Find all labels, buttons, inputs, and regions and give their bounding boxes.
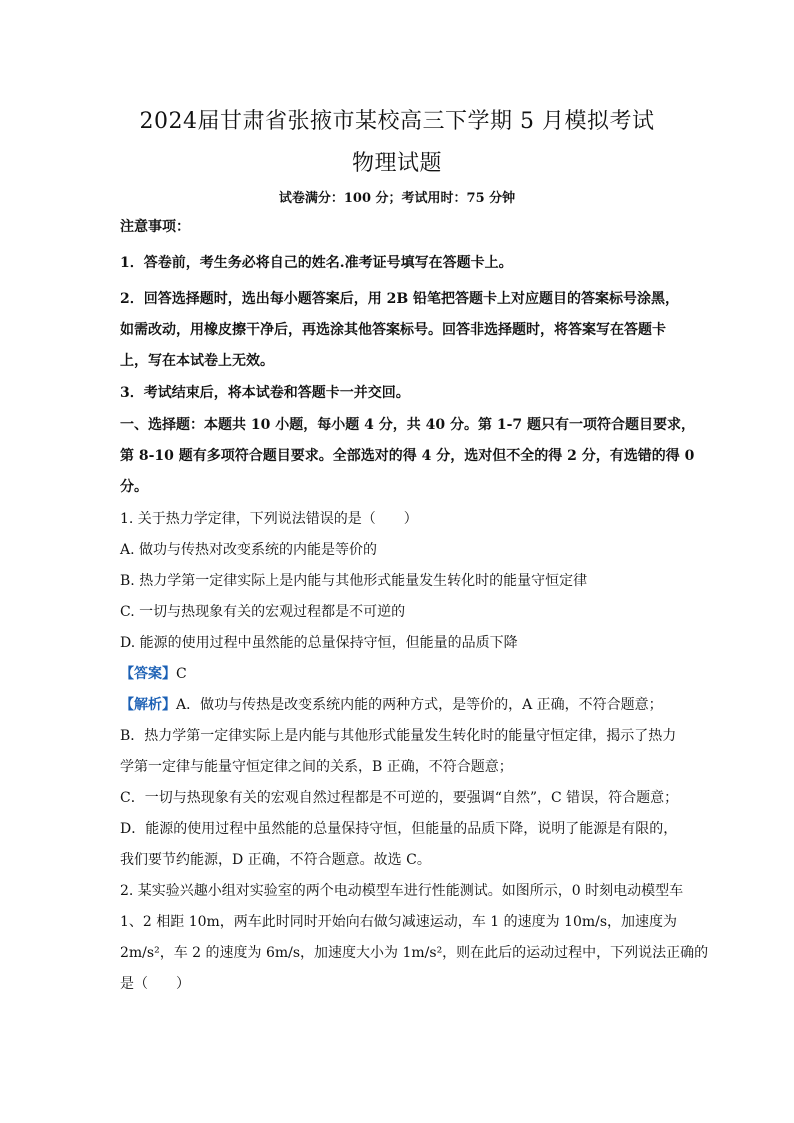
notice-heading: 注意事项：: [120, 219, 190, 235]
subject-title: 物理试题: [351, 151, 442, 176]
notice-item-2-line-3: 上，写在本试卷上无效。: [120, 353, 274, 369]
question-1-analysis-line-3: 学第一定律与能量守恒定律之间的关系，B 正确，不符合题意；: [120, 759, 513, 775]
question-1-option-a: A. 做功与传热对改变系统的内能是等价的: [120, 542, 378, 558]
question-1-analysis-line-2: B．热力学第一定律实际上是内能与其他形式能量发生转化时的能量守恒定律，揭示了热力: [120, 728, 677, 744]
answer-value: C: [176, 666, 187, 682]
question-1-analysis-line-6: 我们要节约能源，D 正确，不符合题意。故选 C。: [120, 852, 431, 868]
question-1-stem: 1. 关于热力学定律，下列说法错误的是（ ）: [120, 511, 418, 527]
notice-item-3: 3．考试结束后，将本试卷和答题卡一并交回。: [120, 385, 410, 401]
question-1-option-c: C. 一切与热现象有关的宏观过程都是不可逆的: [120, 604, 406, 620]
notice-item-1: 1．答卷前，考生务必将自己的姓名.准考证号填写在答题卡上。: [120, 255, 513, 271]
question-2-line-3: 2m/s²，车 2 的速度为 6m/s，加速度大小为 1m/s²，则在此后的运动过程中，下列说法正确的: [120, 945, 709, 961]
question-1-analysis-line-5: D．能源的使用过程中虽然能的总量保持守恒，但能量的品质下降，说明了能源是有限的，: [120, 821, 678, 837]
section-1-line-3: 分。: [120, 479, 148, 495]
question-2-line-4: 是（ ）: [120, 976, 190, 992]
question-1-analysis-line-1: [120, 690, 680, 721]
section-1-line-1: 一、选择题：本题共 10 小题，每小题 4 分，共 40 分。第 1-7 题只有一项符合题目要求，: [120, 417, 695, 433]
question-1-analysis-line-4: C．一切与热现象有关的宏观自然过程都是不可逆的，要强调“自然”，C 错误，符合题意；: [120, 790, 679, 806]
analysis-tag: 【解析】: [120, 697, 176, 713]
analysis-text: A．做功与传热是改变系统内能的两种方式，是等价的，A 正确，不符合题意；: [176, 697, 663, 713]
answer-tag: 【答案】: [120, 666, 176, 682]
exam-title: 2024届甘肃省张掖市某校高三下学期 5 月模拟考试: [139, 109, 655, 134]
question-1-option-d: D. 能源的使用过程中虽然能的总量保持守恒，但能量的品质下降: [120, 635, 518, 651]
notice-item-2-line-2: 如需改动，用橡皮擦干净后，再选涂其他答案标号。回答非选择题时，将答案写在答题卡: [120, 322, 666, 338]
section-1-line-2: 第 8-10 题有多项符合题目要求。全部选对的得 4 分，选对但不全的得 2 分，有选错的得 0: [120, 448, 695, 464]
question-2-line-1: 2. 某实验兴趣小组对实验室的两个电动模型车进行性能测试。如图所示，0 时刻电动模型车: [120, 883, 684, 899]
question-1-option-b: B. 热力学第一定律实际上是内能与其他形式能量发生转化时的能量守恒定律: [120, 573, 588, 589]
exam-meta: 试卷满分：100 分；考试用时：75 分钟: [278, 191, 516, 206]
notice-item-2-line-1: 2．回答选择题时，选出每小题答案后，用 2B 铅笔把答题卡上对应题目的答案标号涂黑，: [120, 291, 680, 307]
question-1-answer: [120, 659, 680, 690]
question-2-line-2: 1、2 相距 10m，两车此时同时开始向右做匀减速运动，车 1 的速度为 10m/s，加速度为: [120, 914, 678, 930]
